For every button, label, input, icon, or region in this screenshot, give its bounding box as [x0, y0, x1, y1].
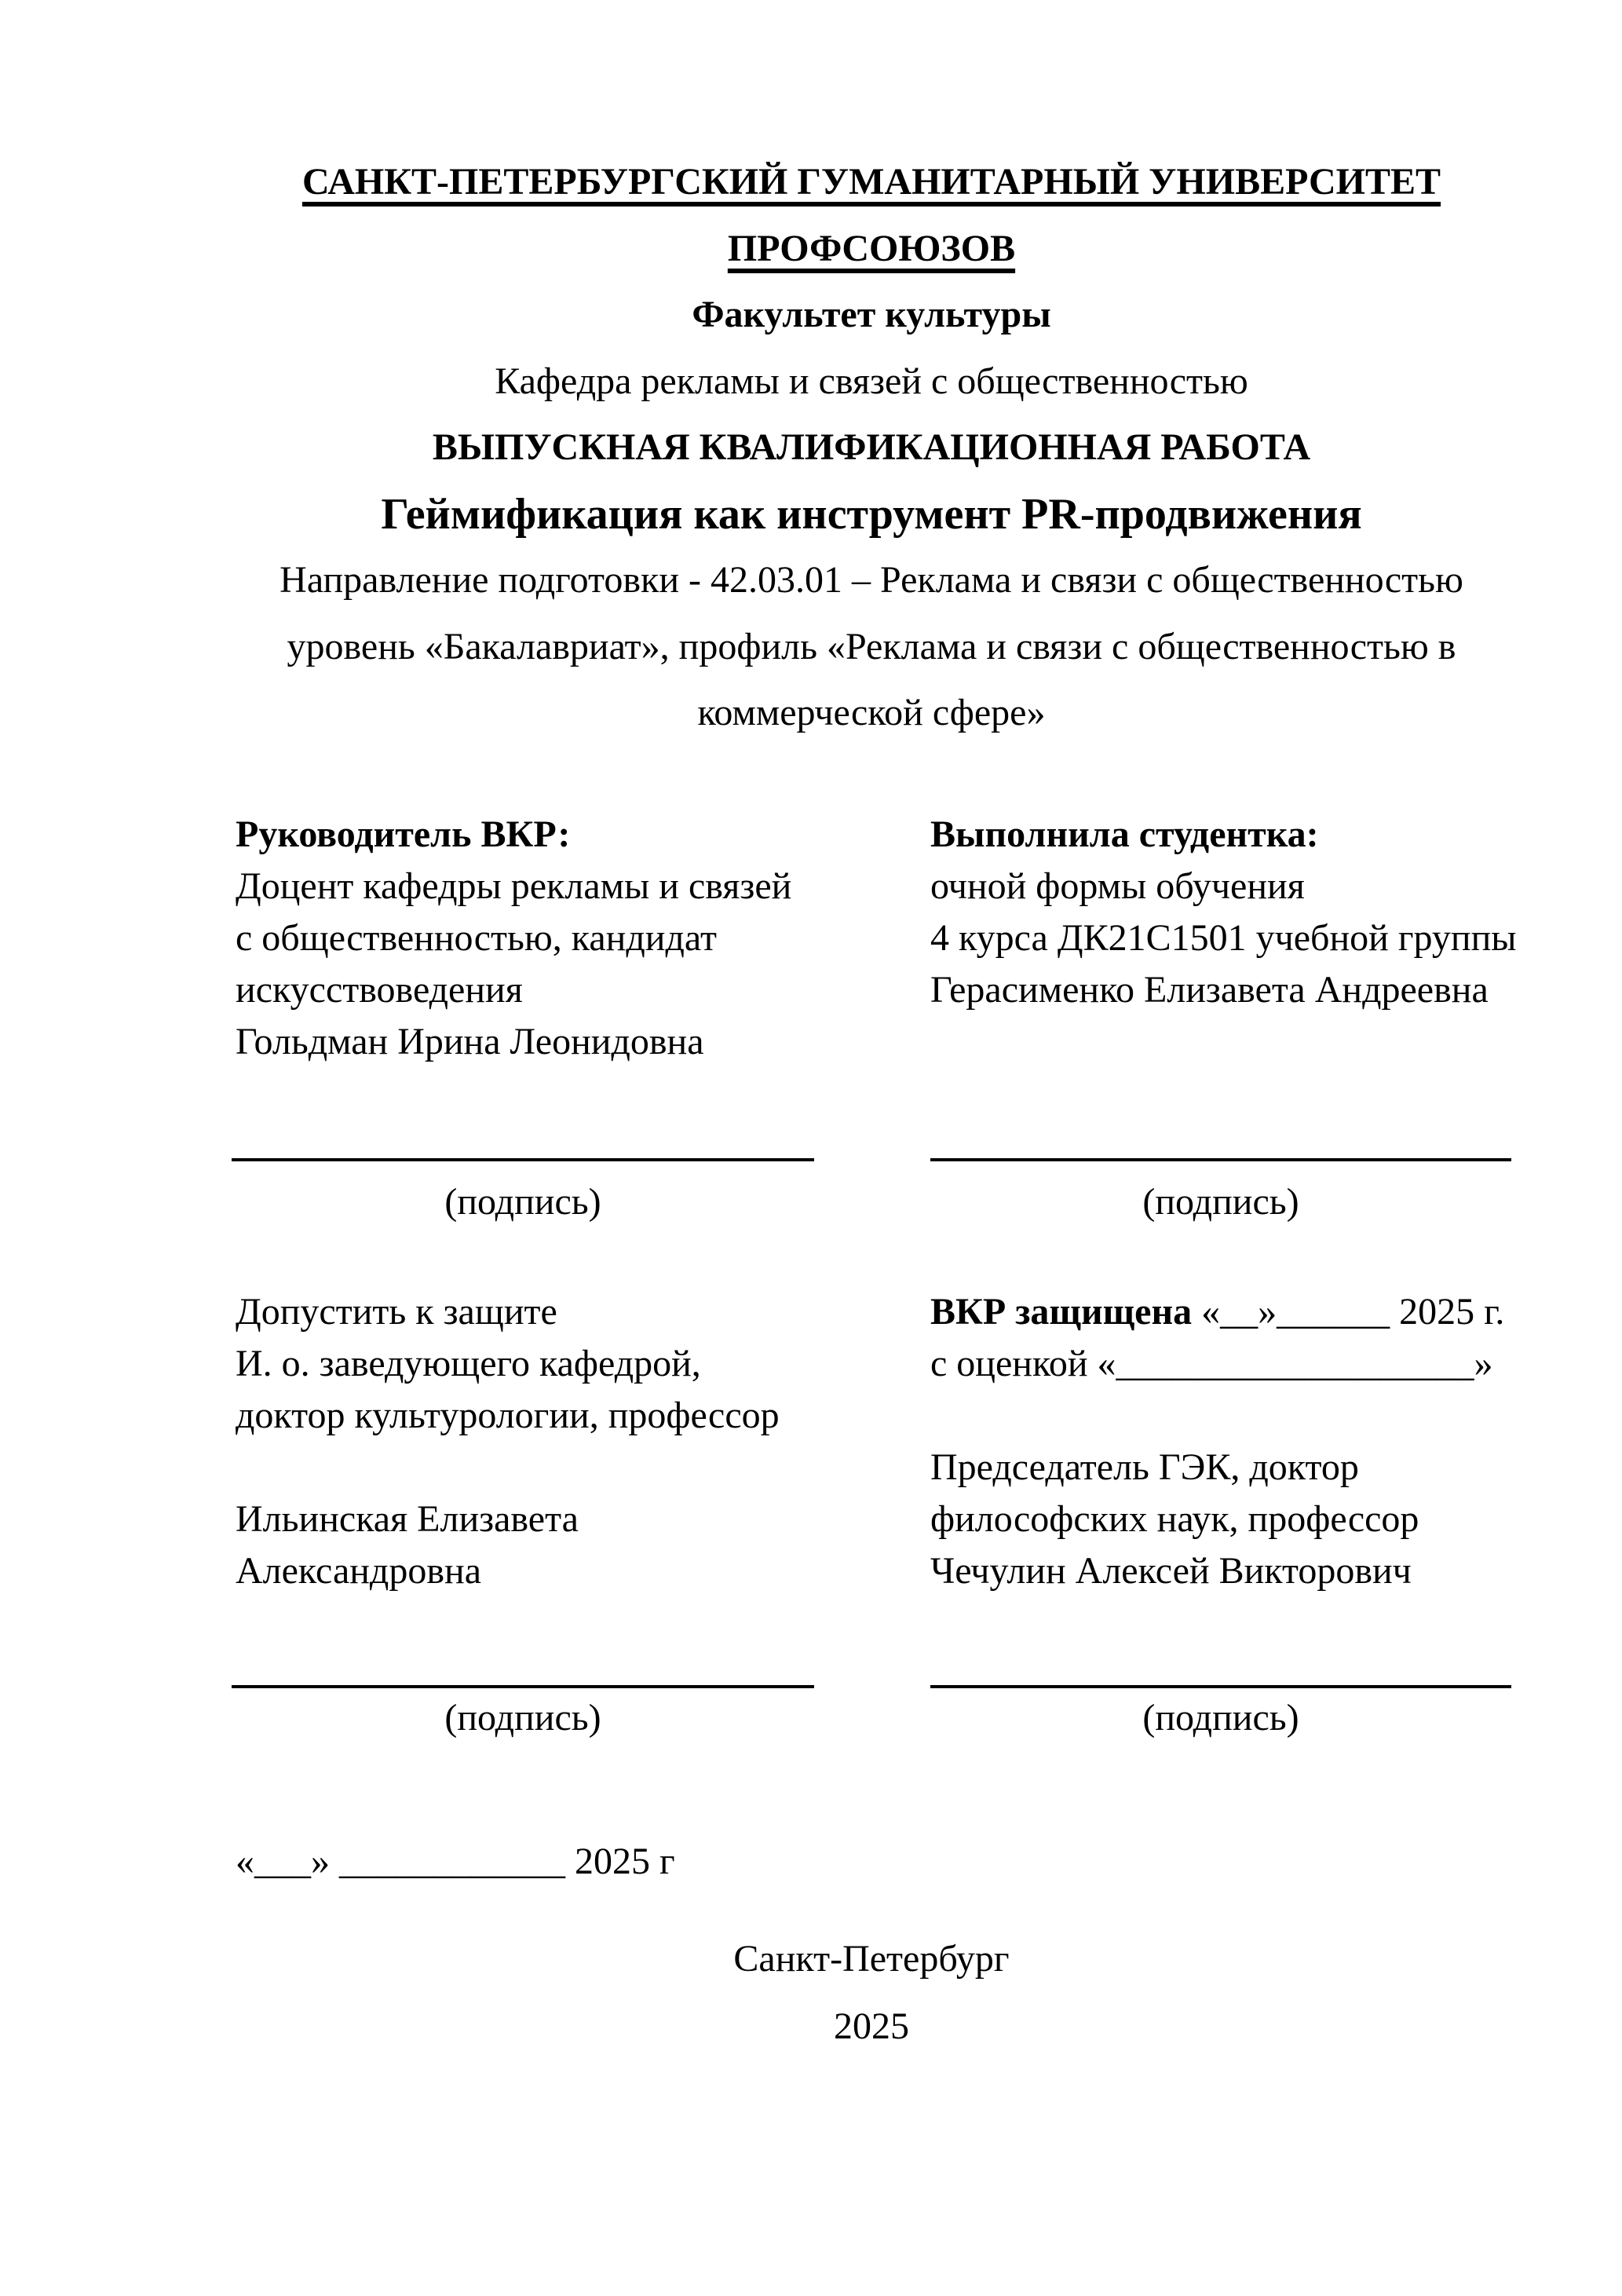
student-name: Герасименко Елизавета Андреевна — [930, 969, 1489, 1011]
admission-line: доктор культурологии, профессор — [236, 1395, 780, 1436]
student-block — [930, 809, 1515, 1016]
spacer — [236, 1442, 820, 1493]
program-line1: Направление подготовки - 42.03.01 – Реклама и связи с общественностью — [279, 559, 1463, 601]
chair-line: философских наук, профессор — [930, 1498, 1419, 1540]
signature-line — [930, 1685, 1511, 1688]
defense-grade-line: с оценкой «___________________» — [930, 1343, 1493, 1384]
chair-line: Председатель ГЭК, доктор — [930, 1446, 1359, 1488]
defense-date-rest: «__»______ 2025 г. — [1192, 1291, 1505, 1333]
student-line: очной формы обучения — [930, 865, 1305, 907]
program-line3: коммерческой сфере» — [697, 692, 1046, 733]
student-line: 4 курса ДК21С1501 учебной группы — [930, 917, 1517, 959]
footer-year: 2025 — [834, 2005, 909, 2047]
header-block — [236, 149, 1507, 747]
university-name-line1 — [236, 149, 1507, 216]
signature-caption: (подпись) — [1142, 1181, 1299, 1223]
department-line: Кафедра рекламы и связей с общественностью — [495, 360, 1248, 402]
admission-name-line: Александровна — [236, 1550, 482, 1592]
supervisor-line: с общественностью, кандидат — [236, 917, 717, 959]
university-name-line2 — [236, 216, 1507, 283]
chair-name: Чечулин Алексей Викторович — [930, 1550, 1412, 1592]
footer-block — [236, 1925, 1507, 2060]
admission-block — [236, 1286, 820, 1597]
spacer — [930, 1390, 1515, 1442]
supervisor-heading: Руководитель ВКР: — [236, 813, 571, 855]
signature-caption: (подпись) — [444, 1697, 601, 1738]
program-line2: уровень «Бакалавриат», профиль «Реклама и связи с общественностью в — [287, 625, 1456, 667]
thesis-title: Геймификация как инструмент PR-продвижения — [381, 489, 1362, 539]
admission-line: И. о. заведующего кафедрой, — [236, 1343, 701, 1384]
footer-city: Санкт-Петербург — [733, 1938, 1010, 1980]
defense-date-line — [930, 1286, 1515, 1338]
supervisor-block — [236, 809, 820, 1068]
defense-block — [930, 1286, 1515, 1597]
admission-line: Допустить к защите — [236, 1291, 557, 1333]
defense-date-bold: ВКР защищена — [930, 1291, 1193, 1333]
supervisor-line: Доцент кафедры рекламы и связей — [236, 865, 792, 907]
faculty-line: Факультет культуры — [692, 294, 1051, 335]
signature-line — [930, 1158, 1511, 1161]
signature-caption: (подпись) — [444, 1181, 601, 1223]
university-name-line2-text: ПРОФСОЮЗОВ — [727, 227, 1016, 269]
signature-caption: (подпись) — [1142, 1697, 1299, 1738]
student-heading: Выполнила студентка: — [930, 813, 1319, 855]
supervisor-name: Гольдман Ирина Леонидовна — [236, 1021, 704, 1062]
supervisor-line: искусствоведения — [236, 969, 523, 1011]
signature-line — [232, 1158, 814, 1161]
signature-line — [232, 1685, 814, 1688]
university-name-line1-text: САНКТ-ПЕТЕРБУРГСКИЙ ГУМАНИТАРНЫЙ УНИВЕРСИТЕТ — [301, 161, 1441, 203]
admission-name-line: Ильинская Елизавета — [236, 1498, 579, 1540]
work-type-line: ВЫПУСКНАЯ КВАЛИФИКАЦИОННАЯ РАБОТА — [432, 426, 1311, 468]
admission-date-line: «___» ____________ 2025 г — [236, 1841, 675, 1882]
